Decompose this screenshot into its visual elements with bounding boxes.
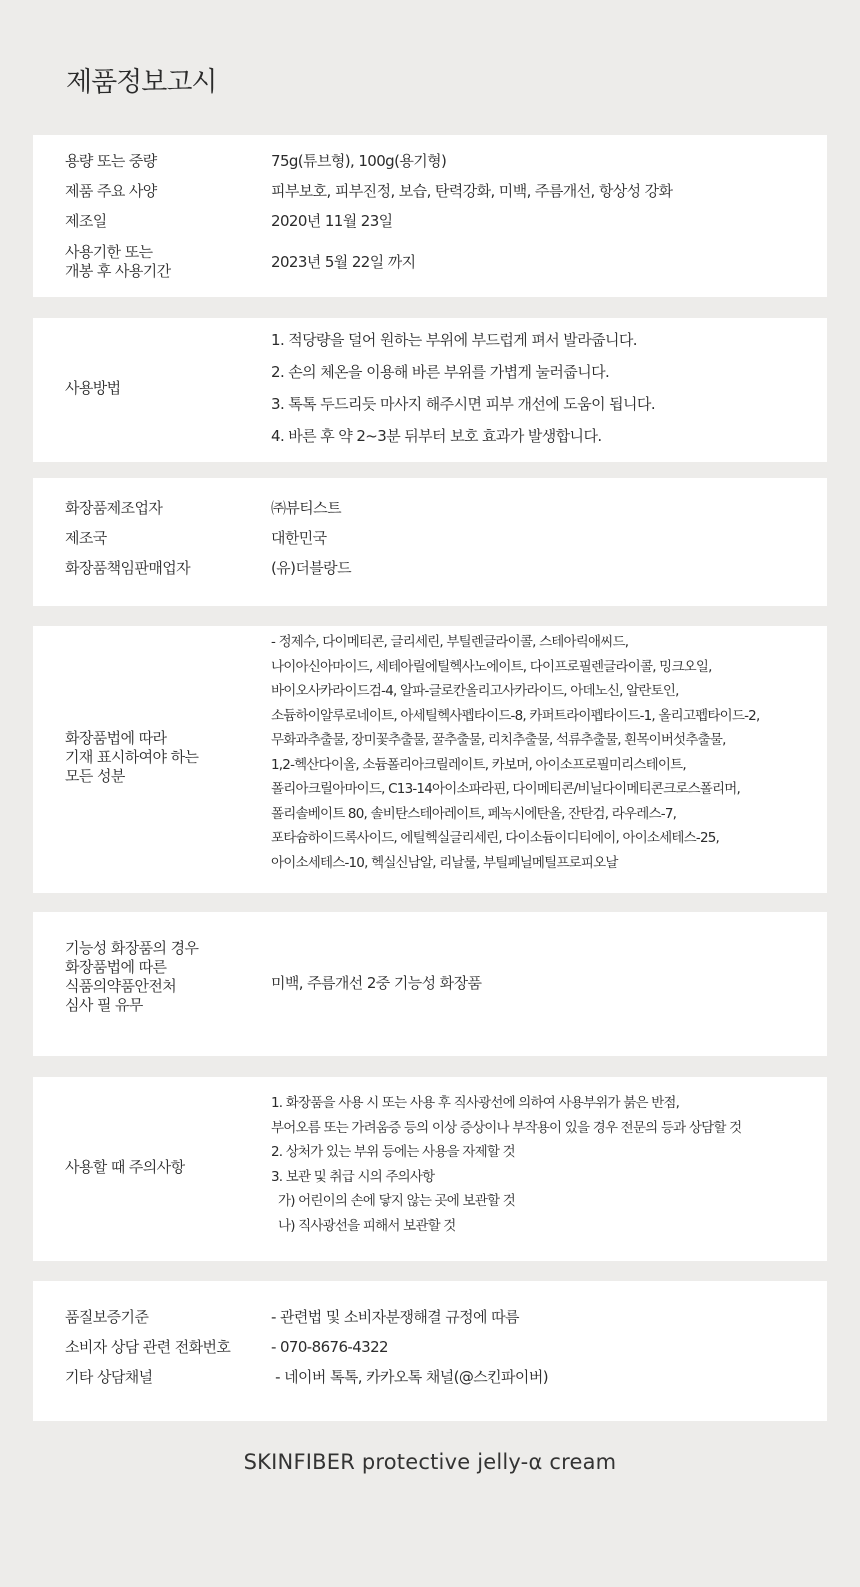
spec-value-capacity: 75g(튜브형), 100g(용기형) xyxy=(271,152,447,170)
ingredients-line-2: 나이아신아마이드, 세테아릴에틸헥사노에이트, 다이프로필렌글라이콜, 밍크오일, xyxy=(271,658,712,675)
product-name: SKINFIBER protective jelly-α cream xyxy=(243,1450,617,1474)
spec-key-expiry: 사용기한 또는 개봉 후 사용기간 xyxy=(65,243,171,280)
country-key: 제조국 xyxy=(65,529,107,547)
spec-value-mfg-date: 2020년 11월 23일 xyxy=(271,212,393,230)
seller-value: (유)더블랑드 xyxy=(271,559,351,577)
spec-box xyxy=(33,135,827,297)
caution-line-3: 2. 상처가 있는 부위 등에는 사용을 자제할 것 xyxy=(271,1144,515,1160)
caution-line-5: 가) 어린이의 손에 닿지 않는 곳에 보관할 것 xyxy=(271,1193,515,1209)
ingredients-line-3: 바이오사카라이드검-4, 알파-글로칸올리고사카라이드, 아데노신, 알란토인, xyxy=(271,683,679,699)
spec-value-expiry: 2023년 5월 22일 까지 xyxy=(271,253,416,271)
ingredients-line-7: 폴리아크릴아마이드, C13-14아이소파라핀, 다이메티콘/비닐다이메티콘크로스폴리머, xyxy=(271,781,741,797)
caution-line-6: 나) 직사광선을 피해서 보관할 것 xyxy=(271,1217,456,1234)
ingredients-line-1: - 정제수, 다이메티콘, 글리세린, 부틸렌글라이콜, 스테아릭애씨드, xyxy=(271,634,629,650)
caution-line-4: 3. 보관 및 취급 시의 주의사항 xyxy=(271,1168,435,1185)
caution-line-2: 부어오름 또는 가려움증 등의 이상 증상이나 부작용이 있을 경우 전문의 등과 상담할 것 xyxy=(271,1119,742,1136)
caution-key: 사용할 때 주의사항 xyxy=(65,1158,185,1176)
quality-value: - 관련법 및 소비자분쟁해결 규정에 따름 xyxy=(271,1308,519,1326)
maker-box xyxy=(33,478,827,606)
seller-key: 화장품책임판매업자 xyxy=(65,559,191,577)
ingredients-box xyxy=(33,626,827,893)
functional-box xyxy=(33,912,827,1056)
spec-key-capacity: 용량 또는 중량 xyxy=(65,152,157,170)
manufacturer-key: 화장품제조업자 xyxy=(65,499,163,517)
country-value: 대한민국 xyxy=(271,529,327,547)
usage-line-1: 1. 적당량을 덜어 원하는 부위에 부드럽게 펴서 발라줍니다. xyxy=(271,331,637,349)
usage-line-3: 3. 톡톡 두드리듯 마사지 해주시면 피부 개선에 도움이 됩니다. xyxy=(271,395,655,413)
quality-key: 품질보증기준 xyxy=(65,1308,149,1326)
channel-value: - 네이버 톡톡, 카카오톡 채널(@스킨파이버) xyxy=(271,1368,548,1386)
usage-box xyxy=(33,318,827,462)
phone-value: - 070-8676-4322 xyxy=(271,1338,388,1356)
caution-line-1: 1. 화장품을 사용 시 또는 사용 후 직사광선에 의하여 사용부위가 붉은 반점, xyxy=(271,1095,680,1111)
manufacturer-value: ㈜뷰티스트 xyxy=(271,499,341,517)
functional-key: 기능성 화장품의 경우 화장품법에 따른 식품의약품안전처 심사 필 유무 xyxy=(65,939,199,1014)
phone-key: 소비자 상담 관련 전화번호 xyxy=(65,1338,231,1356)
page-title: 제품정보고시 xyxy=(66,67,217,98)
caution-box xyxy=(33,1077,827,1261)
usage-line-4: 4. 바른 후 약 2~3분 뒤부터 보호 효과가 발생합니다. xyxy=(271,427,602,445)
usage-line-2: 2. 손의 체온을 이용해 바른 부위를 가볍게 눌러줍니다. xyxy=(271,363,610,381)
spec-key-features: 제품 주요 사양 xyxy=(65,182,157,200)
ingredients-line-4: 소듐하이알루로네이트, 아세틸헥사펩타이드-8, 카퍼트라이펩타이드-1, 올리고펩타이드-2, xyxy=(271,707,760,724)
functional-value: 미백, 주름개선 2중 기능성 화장품 xyxy=(271,974,482,992)
spec-key-mfg-date: 제조일 xyxy=(65,212,107,230)
ingredients-line-5: 무화과추출물, 장미꽃추출물, 꿀추출물, 리치추출물, 석류추출물, 흰목이버섯추출물, xyxy=(271,732,726,748)
ingredients-line-8: 폴리솔베이트 80, 솔비탄스테아레이트, 페녹시에탄올, 잔탄검, 라우레스-7, xyxy=(271,805,677,822)
usage-key: 사용방법 xyxy=(65,379,121,397)
support-box xyxy=(33,1281,827,1421)
ingredients-line-6: 1,2-헥산다이올, 소듐폴리아크릴레이트, 카보머, 아이소프로필미리스테이트, xyxy=(271,756,686,773)
channel-key: 기타 상담채널 xyxy=(65,1368,153,1386)
ingredients-line-9: 포타슘하이드록사이드, 에틸헥실글리세린, 다이소듐이디티에이, 아이소세테스-25, xyxy=(271,830,720,846)
ingredients-line-10: 아이소세테스-10, 헥실신남알, 리날룰, 부틸페닐메틸프로피오날 xyxy=(271,854,618,871)
spec-value-features: 피부보호, 피부진정, 보습, 탄력강화, 미백, 주름개선, 항상성 강화 xyxy=(271,182,673,200)
ingredients-key: 화장품법에 따라 기재 표시하여야 하는 모든 성분 xyxy=(65,729,199,785)
